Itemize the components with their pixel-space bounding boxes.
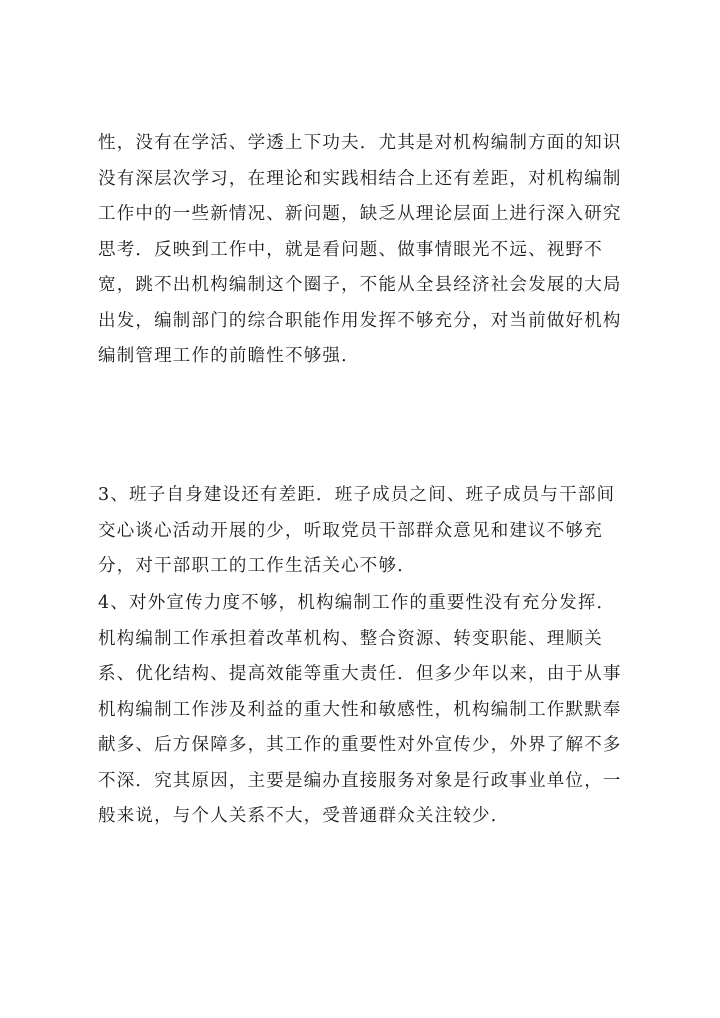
paragraph-continuation <box>98 126 643 375</box>
text-line: 性，没有在学活、学透上下功夫．尤其是对机构编制方面的知识 <box>98 133 622 153</box>
text-line: 不深．究其原因，主要是编办直接服务对象是行政事业单位，一 <box>98 770 622 791</box>
text-line: 编制管理工作的前瞻性不够强． <box>98 346 360 366</box>
text-line: 工作中的一些新情况、新问题，缺乏从理论层面上进行深入研究 <box>98 204 622 224</box>
text-line: 机构编制工作承担着改革机构、整合资源、转变职能、理顺关 <box>98 628 603 649</box>
text-line: 出发，编制部门的综合职能作用发挥不够充分，对当前做好机构 <box>98 310 622 331</box>
text-line: 交心谈心活动开展的少，听取党员干部群众意见和建议不够充 <box>98 520 603 541</box>
text-line: 4、对外宣传力度不够，机构编制工作的重要性没有充分发挥． <box>98 593 616 613</box>
text-line: 没有深层次学习，在理论和实践相结合上还有差距，对机构编制 <box>98 168 622 189</box>
text-line: 宽，跳不出机构编制这个圈子，不能从全县经济社会发展的大局 <box>98 275 622 295</box>
text-line: 思考．反映到工作中，就是看问题、做事情眼光不远、视野不 <box>98 239 603 260</box>
text-line: 般来说，与个人关系不大，受普通群众关注较少． <box>98 806 510 826</box>
text-line: 机构编制工作涉及利益的重大性和敏感性，机构编制工作默默奉 <box>98 699 622 720</box>
paragraph-item-3 <box>98 478 643 585</box>
text-line: 献多、后方保障多，其工作的重要性对外宣传少，外界了解不多 <box>98 735 622 755</box>
text-line: 系、优化结构、提高效能等重大责任．但多少年以来，由于从事 <box>98 664 622 684</box>
paragraph-item-4 <box>98 586 643 835</box>
text-line: 分，对干部职工的工作生活关心不够． <box>98 556 416 576</box>
text-line: 3、班子自身建设还有差距．班子成员之间、班子成员与干部间 <box>98 485 616 505</box>
